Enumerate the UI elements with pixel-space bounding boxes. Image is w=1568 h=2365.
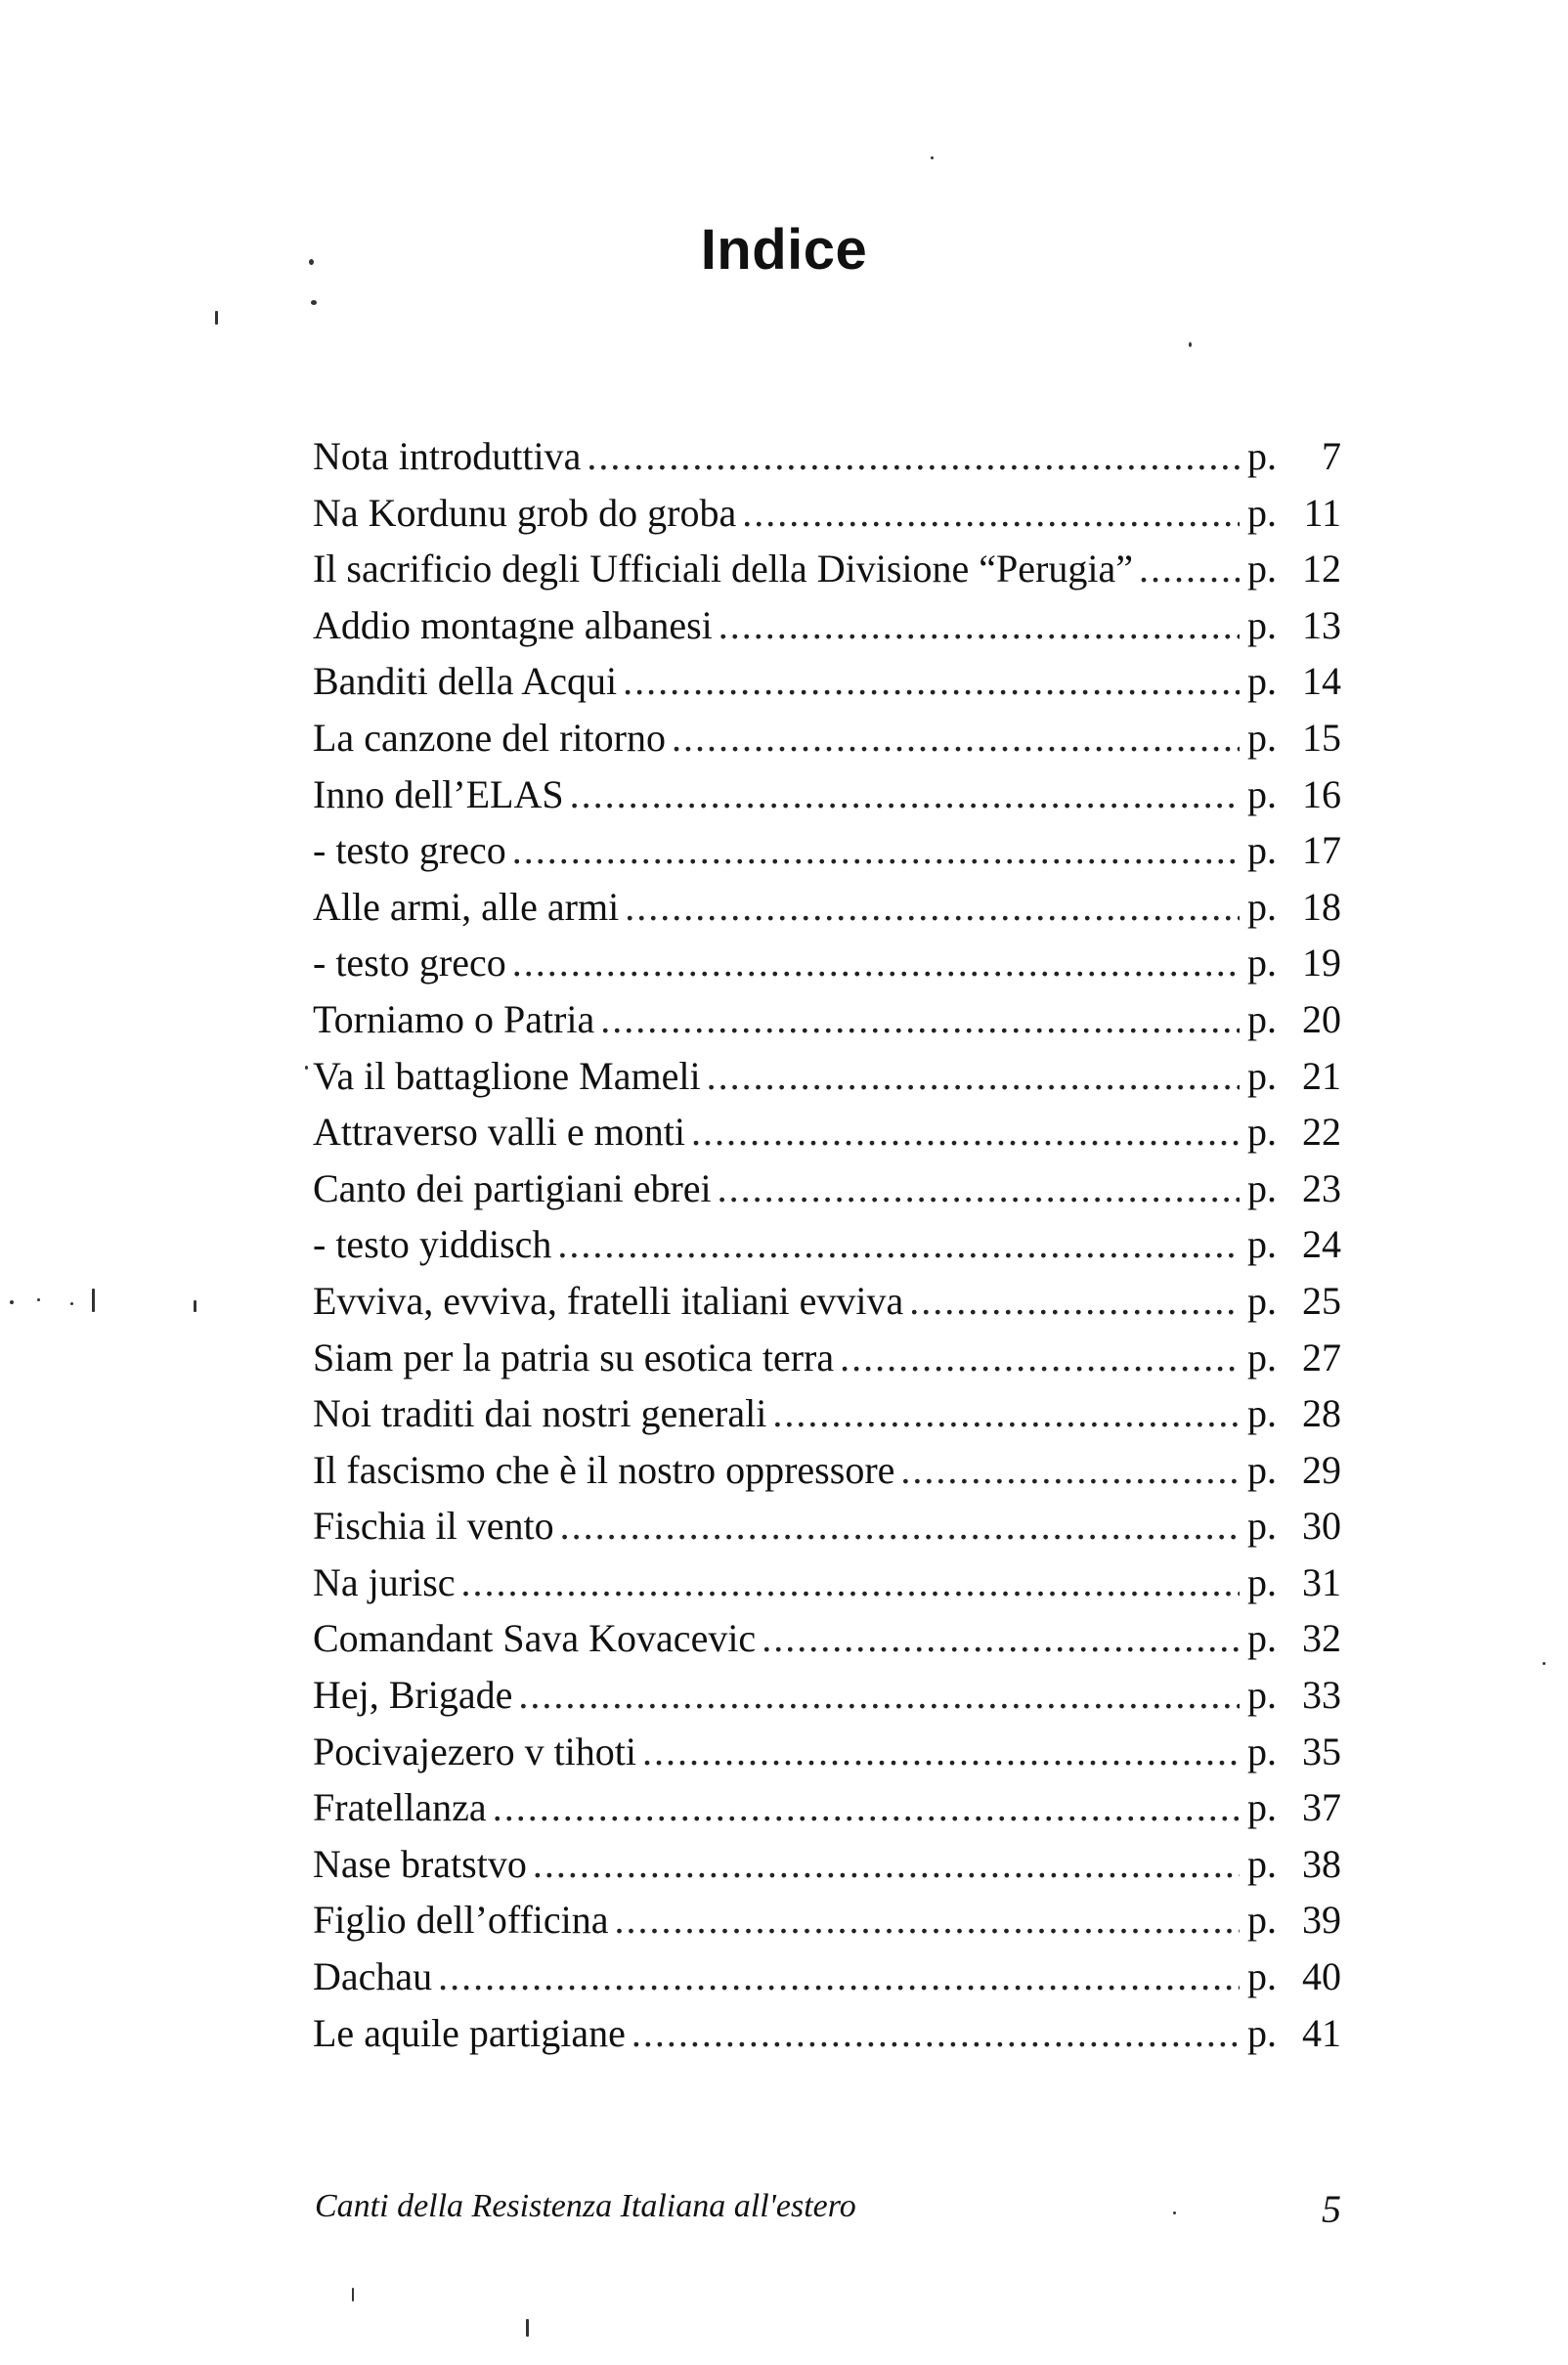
page-prefix: p. <box>1247 659 1277 704</box>
toc-entry[interactable] <box>313 1836 1341 1893</box>
toc-entry-page <box>1247 1892 1341 1949</box>
toc-entry[interactable] <box>313 935 1341 991</box>
page-prefix: p. <box>1247 1110 1277 1155</box>
dot-leader <box>1139 541 1240 597</box>
toc-entry-title: Va il battaglione Mameli <box>313 1053 701 1098</box>
toc-entry-page <box>1247 1836 1341 1893</box>
toc-entry-title: Attraverso valli e monti <box>313 1110 686 1155</box>
page-number: 21 <box>1302 1053 1341 1098</box>
scan-speck <box>194 1300 196 1312</box>
running-footer-title: Canti della Resistenza Italiana all'estero <box>315 2188 856 2224</box>
page-number: 12 <box>1302 547 1341 591</box>
page-prefix: p. <box>1247 1278 1277 1323</box>
toc-entry-page <box>1247 822 1341 879</box>
scan-speck <box>931 156 934 159</box>
toc-entry-page <box>1247 541 1341 597</box>
toc-entry-page <box>1247 597 1341 654</box>
page-number: 40 <box>1302 1954 1341 1999</box>
toc-entry[interactable] <box>313 2005 1341 2062</box>
toc-entry-page <box>1247 2005 1341 2062</box>
toc-entry-page <box>1247 1048 1341 1105</box>
toc-entry[interactable] <box>313 1498 1341 1555</box>
toc-entry-title: Il sacrificio degli Ufficiali della Divisione “Perugia” <box>313 547 1133 591</box>
page-number: 32 <box>1302 1616 1341 1661</box>
page-number: 35 <box>1302 1729 1341 1774</box>
toc-entry-title: Banditi della Acqui <box>313 659 618 704</box>
toc-entry-title: La canzone del ritorno <box>313 715 666 760</box>
dot-leader <box>772 1385 1240 1442</box>
dot-leader <box>900 1442 1240 1499</box>
page-prefix: p. <box>1247 884 1277 929</box>
scan-speck <box>1173 2212 1176 2214</box>
toc-entry-page <box>1247 1555 1341 1611</box>
toc-entry-page <box>1247 428 1341 485</box>
page-prefix: p. <box>1247 771 1277 816</box>
toc-entry-title: Siam per la patria su esotica terra <box>313 1335 835 1380</box>
page-prefix: p. <box>1247 996 1277 1041</box>
scan-speck <box>92 1289 95 1312</box>
page-number: 16 <box>1302 771 1341 816</box>
page-prefix: p. <box>1247 434 1277 478</box>
toc-entry[interactable] <box>313 1330 1341 1386</box>
toc-entry[interactable] <box>313 1555 1341 1611</box>
toc-entry-title: Inno dell’ELAS <box>313 771 564 816</box>
toc-entry-page <box>1247 1104 1341 1161</box>
scan-speck <box>215 311 218 325</box>
page-number: 7 <box>1322 434 1341 478</box>
toc-entry-title: Hej, Brigade <box>313 1673 513 1718</box>
page-number: 23 <box>1302 1165 1341 1210</box>
toc-entry[interactable] <box>313 991 1341 1048</box>
toc-entry-title: Dachau <box>313 1954 433 1999</box>
toc-entry-page <box>1247 1724 1341 1780</box>
scan-speck <box>352 2288 354 2301</box>
page-number: 25 <box>1302 1278 1341 1323</box>
toc-entry[interactable] <box>313 653 1341 710</box>
dot-leader <box>632 2005 1240 2062</box>
toc-entry-title: Pocivajezero v tihoti <box>313 1729 637 1774</box>
toc-entry[interactable] <box>313 1442 1341 1499</box>
dot-leader <box>512 822 1240 879</box>
dot-leader <box>600 991 1240 1048</box>
page-prefix: p. <box>1247 490 1277 535</box>
toc-entry-page <box>1247 653 1341 710</box>
dot-leader <box>691 1104 1240 1161</box>
dot-leader <box>587 428 1240 485</box>
dot-leader <box>493 1779 1240 1836</box>
toc-entry[interactable] <box>313 1610 1341 1667</box>
scan-speck <box>1189 342 1192 347</box>
page-number: 17 <box>1302 828 1341 873</box>
toc-entry-page <box>1247 1442 1341 1499</box>
toc-entry[interactable] <box>313 1779 1341 1836</box>
toc-entry-page <box>1247 935 1341 991</box>
page-number: 13 <box>1302 602 1341 647</box>
toc-entry[interactable] <box>313 428 1341 485</box>
page-prefix: p. <box>1247 1954 1277 1999</box>
toc-entry[interactable] <box>313 1161 1341 1217</box>
toc-entry-title: Comandant Sava Kovacevic <box>313 1616 757 1661</box>
toc-entry-title: Na jurisc <box>313 1559 456 1604</box>
page-prefix: p. <box>1247 715 1277 760</box>
page-number: 20 <box>1302 996 1341 1041</box>
toc-entry-title: Nase bratstvo <box>313 1841 527 1886</box>
scan-speck <box>305 1066 308 1070</box>
dot-leader <box>512 935 1240 991</box>
dot-leader <box>570 766 1240 823</box>
page-prefix: p. <box>1247 1053 1277 1098</box>
toc-entry[interactable] <box>313 485 1341 542</box>
dot-leader <box>518 1667 1240 1724</box>
page-number: 39 <box>1302 1898 1341 1943</box>
toc-entry[interactable] <box>313 1724 1341 1780</box>
page-number: 11 <box>1303 490 1341 535</box>
toc-entry[interactable] <box>313 597 1341 654</box>
toc-entry-title: Fratellanza <box>313 1785 487 1830</box>
page-title: Indice <box>700 218 868 282</box>
toc-entry-title: Na Kordunu grob do groba <box>313 490 737 535</box>
toc-entry-page <box>1247 1216 1341 1273</box>
dot-leader <box>557 1216 1240 1273</box>
toc-entry-page <box>1247 991 1341 1048</box>
scan-speck <box>37 1298 40 1301</box>
toc-entry[interactable] <box>313 1104 1341 1161</box>
toc-entry-page <box>1247 1667 1341 1724</box>
page-prefix: p. <box>1247 1616 1277 1661</box>
toc-entry-page <box>1247 710 1341 766</box>
scan-speck <box>1543 1662 1546 1665</box>
toc-entry[interactable] <box>313 1949 1341 2005</box>
page-number: 15 <box>1302 715 1341 760</box>
toc-entry[interactable] <box>313 766 1341 823</box>
toc-entry[interactable] <box>313 1273 1341 1330</box>
toc-entry-title: Torniamo o Patria <box>313 996 595 1041</box>
toc-entry-page <box>1247 766 1341 823</box>
page-number: 19 <box>1302 941 1341 985</box>
page-prefix: p. <box>1247 1504 1277 1549</box>
toc-entry-title: Le aquile partigiane <box>313 2010 626 2055</box>
page-prefix: p. <box>1247 1222 1277 1267</box>
page-number: 18 <box>1302 884 1341 929</box>
toc-entry-page <box>1247 1498 1341 1555</box>
page-prefix: p. <box>1247 1165 1277 1210</box>
scan-speck <box>311 300 317 305</box>
page-number: 37 <box>1302 1785 1341 1830</box>
toc-entry-title: Noi traditi dai nostri generali <box>313 1391 767 1436</box>
dot-leader <box>762 1610 1240 1667</box>
page-number: 27 <box>1302 1335 1341 1380</box>
toc-entry-title: Fischia il vento <box>313 1504 554 1549</box>
dot-leader <box>719 597 1240 654</box>
toc-entry-title: Evviva, evviva, fratelli italiani evviva <box>313 1278 904 1323</box>
dot-leader <box>533 1836 1240 1893</box>
toc-entry-page <box>1247 1949 1341 2005</box>
toc-entry-title: - testo greco <box>313 828 506 873</box>
page-number: 24 <box>1302 1222 1341 1267</box>
toc-entry[interactable] <box>313 879 1341 936</box>
scan-speck <box>526 2319 529 2337</box>
toc-entry-title: Il fascismo che è il nostro oppressore <box>313 1447 895 1492</box>
toc-entry[interactable] <box>313 1048 1341 1105</box>
page-prefix: p. <box>1247 1335 1277 1380</box>
page-prefix: p. <box>1247 1898 1277 1943</box>
dot-leader <box>615 1892 1240 1949</box>
page-prefix: p. <box>1247 941 1277 985</box>
toc-entry-page <box>1247 1779 1341 1836</box>
toc-entry-title: - testo yiddisch <box>313 1222 552 1267</box>
dot-leader <box>438 1949 1240 2005</box>
dot-leader <box>560 1498 1240 1555</box>
toc-entry-title: Addio montagne albanesi <box>313 602 713 647</box>
page-prefix: p. <box>1247 1785 1277 1830</box>
toc-entry[interactable] <box>313 710 1341 766</box>
page-number: 31 <box>1302 1559 1341 1604</box>
toc-entry-title: Alle armi, alle armi <box>313 884 620 929</box>
toc-entry[interactable] <box>313 1216 1341 1273</box>
dot-leader <box>742 485 1240 542</box>
page-number: 41 <box>1302 2010 1341 2055</box>
toc-entry[interactable] <box>313 1385 1341 1442</box>
page-prefix: p. <box>1247 547 1277 591</box>
dot-leader <box>642 1724 1240 1780</box>
dot-leader <box>909 1273 1240 1330</box>
page-prefix: p. <box>1247 1391 1277 1436</box>
page-prefix: p. <box>1247 602 1277 647</box>
toc-entry-page <box>1247 879 1341 936</box>
dot-leader <box>623 653 1240 710</box>
page-prefix: p. <box>1247 1673 1277 1718</box>
page-prefix: p. <box>1247 1447 1277 1492</box>
page-number: 38 <box>1302 1841 1341 1886</box>
page-prefix: p. <box>1247 1559 1277 1604</box>
toc-entry-page <box>1247 1161 1341 1217</box>
scan-speck <box>10 1300 14 1304</box>
dot-leader <box>840 1330 1240 1386</box>
page-number: 30 <box>1302 1504 1341 1549</box>
dot-leader <box>625 879 1240 936</box>
page-prefix: p. <box>1247 1729 1277 1774</box>
toc-entry-title: Canto dei partigiani ebrei <box>313 1165 712 1210</box>
page-prefix: p. <box>1247 1841 1277 1886</box>
page-number: 33 <box>1302 1673 1341 1718</box>
scan-speck <box>70 1302 73 1305</box>
toc-entry-page <box>1247 1330 1341 1386</box>
toc-entry[interactable] <box>313 1667 1341 1724</box>
dot-leader <box>672 710 1240 766</box>
table-of-contents <box>313 428 1341 2061</box>
toc-entry-title: - testo greco <box>313 941 506 985</box>
page-number: 14 <box>1302 659 1341 704</box>
dot-leader <box>461 1555 1240 1611</box>
toc-entry[interactable] <box>313 822 1341 879</box>
toc-entry-page <box>1247 1385 1341 1442</box>
page-prefix: p. <box>1247 828 1277 873</box>
page-prefix: p. <box>1247 2010 1277 2055</box>
scan-speck <box>309 259 314 265</box>
toc-entry-page <box>1247 1610 1341 1667</box>
toc-entry-title: Figlio dell’officina <box>313 1898 609 1943</box>
toc-entry-title: Nota introduttiva <box>313 434 582 478</box>
toc-entry-page <box>1247 1273 1341 1330</box>
toc-entry-page <box>1247 485 1341 542</box>
toc-entry[interactable] <box>313 541 1341 597</box>
dot-leader <box>718 1161 1240 1217</box>
page-number: 28 <box>1302 1391 1341 1436</box>
page-number: 22 <box>1302 1110 1341 1155</box>
dot-leader <box>707 1048 1240 1105</box>
toc-entry[interactable] <box>313 1892 1341 1949</box>
folio-page-number: 5 <box>1322 2187 1341 2231</box>
page-number: 29 <box>1302 1447 1341 1492</box>
